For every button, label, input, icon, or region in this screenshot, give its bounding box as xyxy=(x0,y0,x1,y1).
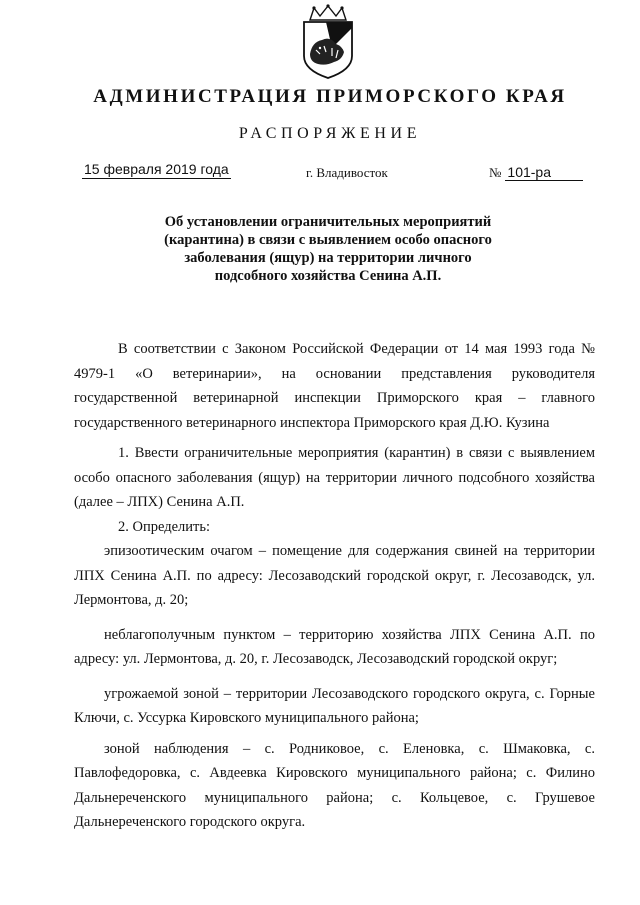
coat-of-arms-icon xyxy=(296,4,360,80)
document-body xyxy=(74,337,595,835)
title-line: (карантина) в связи с выявлением особо опасного xyxy=(164,232,492,248)
number-label: № xyxy=(489,165,502,180)
preamble-paragraph: В соответствии с Законом Российской Федерации от 14 мая 1993 года № 4979-1 «О ветеринарии», на основании представления руководителя государственной ветеринарной инспекции Приморского края – главного государственного ветеринарного инспектора Приморского края Д.Ю. Кузина xyxy=(74,341,595,431)
number-value: 101-ра xyxy=(505,164,583,181)
item-1-paragraph: 1. Ввести ограничительные мероприятия (карантин) в связи с выявлением особо опасного заболевания (ящур) на территории личного подсобного хозяйства (далее – ЛПХ) Сенина А.П. xyxy=(74,445,595,510)
title-line: подсобного хозяйства Сенина А.П. xyxy=(214,268,442,284)
title-line: заболевания (ящур) на территории личного xyxy=(184,250,472,266)
item-2-paragraph: 2. Определить: xyxy=(118,518,211,535)
document-city: г. Владивосток xyxy=(306,165,388,180)
unfavorable-point-paragraph: неблагополучным пунктом – территорию хозяйства ЛПХ Сенина А.П. по адресу: ул. Лермонтова, д. 20, г. Лесозаводск, Лесозаводский городской округ; xyxy=(74,626,595,667)
document-number xyxy=(489,164,583,181)
epizootic-focus-paragraph: эпизоотическим очагом – помещение для содержания свиней на территории ЛПХ Сенина А.П. по адресу: Лесозаводский городской округ, г. Лесозаводск, ул. Лермонтова, д. 20; xyxy=(74,543,595,608)
title-line: Об установлении ограничительных мероприятий xyxy=(164,214,492,230)
threatened-zone-paragraph: угрожаемой зоной – территории Лесозаводского городского округа, с. Горные Ключи, с. Уссурка Кировского муниципального района; xyxy=(74,685,595,726)
document-date xyxy=(82,161,231,177)
authority-name: АДМИНИСТРАЦИЯ ПРИМОРСКОГО КРАЯ xyxy=(93,86,567,107)
date-value: 15 февраля 2019 года xyxy=(84,161,229,177)
document-title xyxy=(150,213,506,285)
observation-zone-paragraph: зоной наблюдения – с. Родниковое, с. Еленовка, с. Шмаковка, с. Павлофедоровка, с. Авдеевка Кировского муниципального района; с. Филино Дальнереченского муниципального района; с. Кольцевое, с. Грушевое Дальнереченского городского округа. xyxy=(74,740,595,830)
document-type: РАСПОРЯЖЕНИЕ xyxy=(238,125,422,142)
